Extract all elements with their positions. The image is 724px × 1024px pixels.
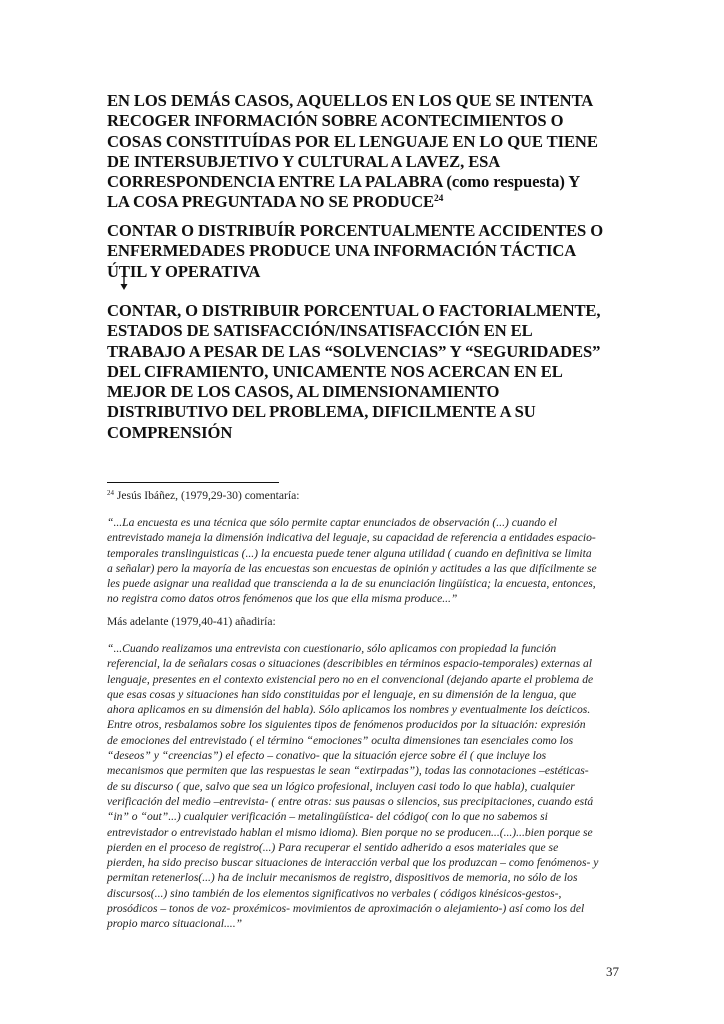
quote-line: “deseos” y “creencias”) el efecto – conativo- que la situación ejerce sobre él ( que incluye los — [107, 749, 547, 763]
heading-text: Y — [564, 172, 581, 192]
heading-line: CONTAR O DISTRIBUÍR PORCENTUALMENTE ACCIDENTES O — [107, 221, 604, 240]
quote-line: temporales translinguisticas (...) la encuesta puede tener alguna utilidad ( cuando en definitiva se limita — [107, 546, 592, 560]
heading-line: EN LOS DEMÁS CASOS, AQUELLOS EN LOS QUE SE INTENTA — [107, 91, 594, 110]
quote-line: les puede asignar una realidad que transcienda a la de su enunciación lingüística; la encuesta, entonces, — [107, 577, 596, 591]
heading-line: CONTAR, O DISTRIBUIR PORCENTUAL O FACTORIALMENTE, — [107, 301, 601, 320]
footnote-continuation: Más adelante (1979,40-41) añadiría: — [107, 615, 276, 628]
quote-line: ahora aplicamos en su dimensión del habla). Sólo aplicamos los nombres y eventualmente los deícticos. — [107, 703, 591, 717]
quote-line: lenguaje, presentes en el contexto existencial pero no en el convencional (dejando aparte el problema de — [107, 672, 594, 686]
page-number: 37 — [606, 964, 619, 979]
quote-line: no registra como datos otros fenómenos que los que ella misma produce...” — [107, 592, 458, 606]
heading-line: DE INTERSUBJETIVO Y CULTURAL A LAVEZ, ESA — [107, 151, 501, 171]
quote-line: “...La encuesta es una técnica que sólo permite captar enunciados de observación (...) cuando el — [107, 516, 558, 529]
heading-line: ÚTIL Y OPERATIVA — [107, 261, 261, 281]
heading-text: LA COSA PREGUNTADA NO SE PRODUCE — [107, 192, 435, 212]
quote-line: a señalar) pero la mayoría de las encuestas son encuestas de opinión y actitudes a las que difícilmente se — [107, 561, 597, 575]
quote-line: “in” o “out”...) cualquier verificación – metalingüística- del código( con lo que no sabemos si — [107, 810, 548, 824]
quote-line: pierden en el proceso de registro(...) Para recuperar el sentido adherido a esos materiales que se — [107, 840, 559, 854]
quote-line: mecanismos que permiten que las respuestas le sean “extirpadas”), todas las connotaciones –estéticas- — [107, 764, 589, 778]
quote-line: entrevistador o entrevistado hablan el mismo idioma). Bien porque no se producen...(...)...bien porque se — [107, 825, 593, 839]
heading-line: TRABAJO A PESAR DE LAS “SOLVENCIAS” Y “SEGURIDADES” — [107, 341, 601, 361]
quote-line: discursos(...) sino también de los elementos significativos no verbales ( códigos kinésicos-gestos-, — [107, 886, 562, 900]
footnote-separator — [107, 482, 279, 483]
quote-line: verificación del medio –entrevista- ( entre otras: sus pausas o silencios, sus precipitaciones, cuando está — [107, 794, 594, 808]
quote-line: de su discurso ( que, salvo que sea un lógico profesional, incluyen casi todo lo que habla), cualquier — [107, 779, 575, 793]
quote-line: pierden, ha sido preciso buscar situaciones de interacción verbal que los produzcan – como fenómenos- y — [107, 856, 599, 870]
heading-line — [107, 192, 627, 212]
heading-line: ENFERMEDADES PRODUCE UNA INFORMACIÓN TÁCTICA — [107, 241, 577, 261]
heading-line: COSAS CONSTITUÍDAS POR EL LENGUAJE EN LO QUE TIENE — [107, 131, 598, 151]
heading-line: DISTRIBUTIVO DEL PROBLEMA, DIFICILMENTE A SU — [107, 402, 536, 422]
heading-line: DEL CIFRAMIENTO, UNICAMENTE NOS ACERCAN EN EL — [107, 361, 563, 381]
heading-statement-3 — [107, 301, 627, 443]
footnote-mark: 24 — [107, 489, 114, 497]
quote-line: permitan retenerlos(...) ha de incluir mecanismos de registro, dispositivos de memoria, no sólo de los — [107, 871, 578, 885]
heading-statement-2 — [107, 221, 627, 282]
footnote-reference — [107, 488, 627, 503]
quote-line: referencial, la de señalars cosas o situaciones (describibles en términos espacio-temporales) externas al — [107, 657, 593, 671]
quote-line: Entre otros, resbalamos sobre los siguientes tipos de fenómenos producidos por la situación: expresión — [107, 718, 586, 732]
arrow-down-icon — [119, 277, 129, 291]
heading-line: RECOGER INFORMACIÓN SOBRE ACONTECIMIENTOS O — [107, 111, 564, 131]
quote-line: de emociones del entrevistado ( el término “emociones” oculta dimensiones tan esenciales como los — [107, 733, 574, 747]
footnote-reference-mark[interactable]: 24 — [434, 194, 444, 205]
heading-line: COMPRENSIÓN — [107, 422, 233, 442]
quote-line: prosódicos – tonos de voz- proxémicos- movimientos de aproximación o alejamiento-) así como los del — [107, 902, 585, 916]
quote-line: propio marco situacional....” — [107, 917, 243, 931]
heading-line: ESTADOS DE SATISFACCIÓN/INSATISFACCIÓN EN EL — [107, 321, 533, 341]
quote-line: “...Cuando realizamos una entrevista con cuestionario, sólo aplicamos con propiedad la función — [107, 642, 557, 655]
footnote-quote-2 — [107, 641, 627, 932]
heading-text: CORRESPONDENCIA ENTRE LA PALABRA — [107, 172, 447, 192]
heading-parenthetical: (como respuesta) — [446, 172, 565, 192]
quote-line: entrevistado maneja la dimensión indicativa del leguaje, su capacidad de referencia a entidades espacio- — [107, 531, 596, 545]
footnote-quote-1 — [107, 515, 627, 607]
footnote-citation: Jesús Ibáñez, (1979,29-30) comentaría: — [114, 489, 300, 502]
quote-line: que esas cosas y situaciones han sido constituidas por el lenguaje, en su dimensión de la lengua, que — [107, 687, 577, 701]
heading-statement-1 — [107, 91, 627, 213]
heading-line: MEJOR DE LOS CASOS, AL DIMENSIONAMIENTO — [107, 382, 500, 402]
heading-line — [107, 172, 627, 192]
